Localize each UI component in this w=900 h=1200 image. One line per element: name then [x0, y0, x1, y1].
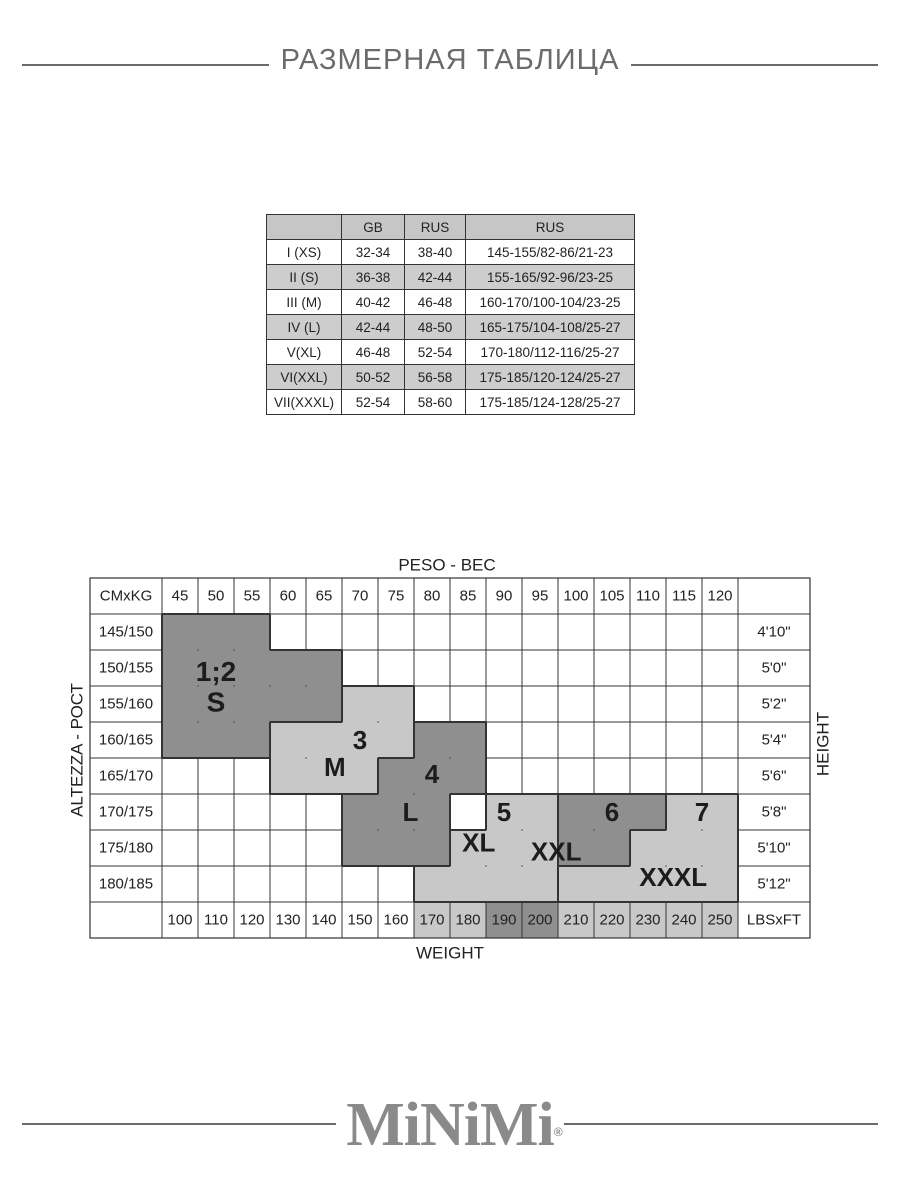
brand-logo: MiNiMi ® — [0, 1090, 900, 1160]
kg-tick-label: 100 — [563, 587, 589, 605]
grid-mask — [197, 687, 199, 722]
table-cell: V(XL) — [267, 340, 342, 365]
grid-mask — [235, 649, 270, 651]
zone-size-label: 5 — [496, 797, 512, 827]
zone-letter-label: S — [206, 686, 226, 718]
grid-mask — [199, 721, 234, 723]
lbs-tick-label: 220 — [599, 911, 625, 929]
cm-tick-label: 180/185 — [98, 875, 154, 893]
left-axis-title: ALTEZZA - РОСТ — [67, 683, 87, 817]
table-cell: 175-185/124-128/25-27 — [466, 390, 635, 415]
lbs-tick-label: 180 — [455, 911, 481, 929]
grid-mask — [593, 795, 595, 830]
table-header-row — [267, 215, 635, 240]
table-row — [267, 340, 635, 365]
grid-mask — [703, 865, 738, 867]
table-row — [267, 265, 635, 290]
right-axis-title: HEIGHT — [813, 711, 833, 777]
lbs-tick-label: 120 — [239, 911, 265, 929]
table-cell: 52-54 — [405, 340, 466, 365]
table-cell: 40-42 — [342, 290, 405, 315]
kg-tick-label: 65 — [315, 587, 333, 605]
lbs-tick-label: 170 — [419, 911, 445, 929]
zone-size-label: 7 — [694, 797, 710, 827]
ft-tick-label: 5'6" — [761, 767, 787, 785]
grid-mask — [487, 865, 522, 867]
lbs-tick-label: 230 — [635, 911, 661, 929]
table-row — [267, 290, 635, 315]
table-cell: 170-180/112-116/25-27 — [466, 340, 635, 365]
table-cell: 48-50 — [405, 315, 466, 340]
grid-mask — [593, 867, 595, 902]
grid-mask — [343, 721, 378, 723]
grid-mask — [379, 793, 414, 795]
lbs-tick-label: 140 — [311, 911, 337, 929]
table-cell: 46-48 — [342, 340, 405, 365]
lbs-tick-label: 210 — [563, 911, 589, 929]
table-cell: 38-40 — [405, 240, 466, 265]
zone-letter-label: M — [323, 752, 346, 782]
lbs-tick-label: 190 — [491, 911, 517, 929]
ft-tick-label: 5'0" — [761, 659, 787, 677]
table-cell: VII(XXXL) — [267, 390, 342, 415]
cm-tick-label: 165/170 — [98, 767, 154, 785]
zone-letter-label: XXL — [530, 836, 582, 867]
grid-mask — [235, 721, 270, 723]
table-row — [267, 365, 635, 390]
table-cell: I (XS) — [267, 240, 342, 265]
kg-tick-label: 55 — [243, 587, 261, 605]
grid-mask — [377, 687, 379, 722]
lbs-tick-label: 250 — [707, 911, 733, 929]
zone-letter-label: XL — [462, 827, 496, 858]
grid-mask — [521, 795, 523, 830]
kg-tick-label: 80 — [423, 587, 441, 605]
grid-mask — [413, 831, 415, 866]
kg-tick-label: 85 — [459, 587, 477, 605]
grid-mask — [235, 685, 270, 687]
table-header-cell — [267, 215, 342, 240]
lbs-tick-label: 200 — [527, 911, 553, 929]
ft-tick-label: 5'8" — [761, 803, 787, 821]
table-cell: 56-58 — [405, 365, 466, 390]
grid-mask — [595, 829, 630, 831]
grid-mask — [629, 867, 631, 902]
zone-size-label: 4 — [424, 759, 440, 790]
cm-tick-label: 150/155 — [98, 659, 154, 677]
lbs-tick-label: 150 — [347, 911, 373, 929]
lbs-tick-label: 240 — [671, 911, 697, 929]
table-row — [267, 390, 635, 415]
grid-mask — [701, 831, 703, 866]
grid-mask — [233, 687, 235, 722]
kg-tick-label: 45 — [171, 587, 189, 605]
table-cell: 58-60 — [405, 390, 466, 415]
zone-letter-label: XXXL — [639, 861, 708, 892]
lbs-corner-label: LBSxFT — [746, 911, 802, 929]
table-cell: 46-48 — [405, 290, 466, 315]
grid-mask — [485, 867, 487, 902]
kg-tick-label: 90 — [495, 587, 513, 605]
grid-mask — [343, 829, 378, 831]
grid-mask — [305, 723, 307, 758]
zone-size-label: 3 — [352, 725, 368, 755]
grid-mask — [521, 867, 523, 902]
table-cell: 50-52 — [342, 365, 405, 390]
grid-mask — [307, 685, 342, 687]
lbs-tick-label: 160 — [383, 911, 409, 929]
grid-mask — [305, 687, 307, 722]
grid-mask — [559, 829, 594, 831]
table-cell: 165-175/104-108/25-27 — [466, 315, 635, 340]
zone-size-label: 1;2 — [195, 656, 237, 688]
table-cell: 36-38 — [342, 265, 405, 290]
grid-mask — [163, 649, 198, 651]
grid-mask — [197, 723, 199, 758]
grid-mask — [415, 829, 450, 831]
ft-tick-label: 5'2" — [761, 695, 787, 713]
grid-mask — [197, 615, 199, 650]
ft-tick-label: 5'12" — [757, 875, 791, 893]
grid-mask — [305, 651, 307, 686]
grid-mask — [163, 721, 198, 723]
table-cell: IV (L) — [267, 315, 342, 340]
ft-tick-label: 4'10" — [757, 623, 791, 641]
grid-mask — [377, 723, 379, 758]
table-cell: 42-44 — [405, 265, 466, 290]
ft-tick-label: 5'10" — [757, 839, 791, 857]
table-cell: 155-165/92-96/23-25 — [466, 265, 635, 290]
grid-mask — [521, 831, 523, 866]
kg-tick-label: 75 — [387, 587, 405, 605]
cm-tick-label: 175/180 — [98, 839, 154, 857]
grid-mask — [379, 721, 414, 723]
grid-mask — [271, 685, 306, 687]
grid-mask — [269, 651, 271, 686]
table-header-cell: RUS — [466, 215, 635, 240]
grid-mask — [449, 723, 451, 758]
grid-mask — [233, 615, 235, 650]
table-cell: 160-170/100-104/23-25 — [466, 290, 635, 315]
kg-tick-label: 95 — [531, 587, 549, 605]
grid-mask — [667, 829, 702, 831]
grid-mask — [451, 865, 486, 867]
grid-mask — [199, 649, 234, 651]
grid-mask — [449, 867, 451, 902]
table-cell: 52-54 — [342, 390, 405, 415]
grid-mask — [449, 759, 451, 794]
page-title: РАЗМЕРНАЯ ТАБЛИЦА — [0, 44, 900, 77]
kg-tick-label: 70 — [351, 587, 369, 605]
table-cell: III (M) — [267, 290, 342, 315]
cm-tick-label: 155/160 — [98, 695, 154, 713]
table-cell: 42-44 — [342, 315, 405, 340]
table-cell: 175-185/120-124/25-27 — [466, 365, 635, 390]
grid-mask — [451, 757, 486, 759]
size-table — [266, 214, 635, 415]
corner-label: CMxKG — [99, 587, 153, 605]
cm-tick-label: 170/175 — [98, 803, 154, 821]
grid-mask — [269, 687, 271, 722]
grid-mask — [593, 831, 595, 866]
kg-tick-label: 50 — [207, 587, 225, 605]
grid-mask — [377, 795, 379, 830]
grid-mask — [413, 759, 415, 794]
kg-tick-label: 105 — [599, 587, 625, 605]
cm-tick-label: 160/165 — [98, 731, 154, 749]
grid-mask — [343, 757, 378, 759]
grid-mask — [233, 723, 235, 758]
table-row — [267, 315, 635, 340]
grid-mask — [415, 793, 450, 795]
lbs-tick-label: 110 — [204, 911, 228, 929]
lbs-tick-label: 130 — [275, 911, 301, 929]
zone-fill — [630, 830, 738, 866]
kg-tick-label: 60 — [279, 587, 297, 605]
grid-mask — [163, 685, 198, 687]
grid-mask — [665, 831, 667, 866]
table-header-cell: GB — [342, 215, 405, 240]
kg-tick-label: 110 — [636, 587, 660, 605]
grid-mask — [703, 829, 738, 831]
zone-letter-label: L — [402, 797, 419, 827]
grid-mask — [629, 795, 631, 830]
grid-mask — [379, 829, 414, 831]
zone-fill — [162, 722, 270, 758]
grid-mask — [377, 831, 379, 866]
bottom-axis-title: WEIGHT — [416, 943, 484, 963]
table-cell: II (S) — [267, 265, 342, 290]
grid-mask — [271, 757, 306, 759]
cm-tick-label: 145/150 — [98, 623, 154, 641]
table-row — [267, 240, 635, 265]
lbs-tick-label: 100 — [167, 911, 193, 929]
ft-tick-label: 5'4" — [761, 731, 787, 749]
kg-tick-label: 115 — [672, 587, 696, 605]
table-cell: 145-155/82-86/21-23 — [466, 240, 635, 265]
kg-tick-label: 120 — [707, 587, 733, 605]
top-axis-title: PESO - ВЕС — [398, 555, 496, 575]
grid-mask — [305, 759, 307, 794]
zone-size-label: 6 — [604, 797, 620, 827]
table-cell: VI(XXL) — [267, 365, 342, 390]
table-header-cell: RUS — [405, 215, 466, 240]
grid-mask — [523, 829, 558, 831]
table-cell: 32-34 — [342, 240, 405, 265]
size-grid-chart — [0, 540, 900, 980]
